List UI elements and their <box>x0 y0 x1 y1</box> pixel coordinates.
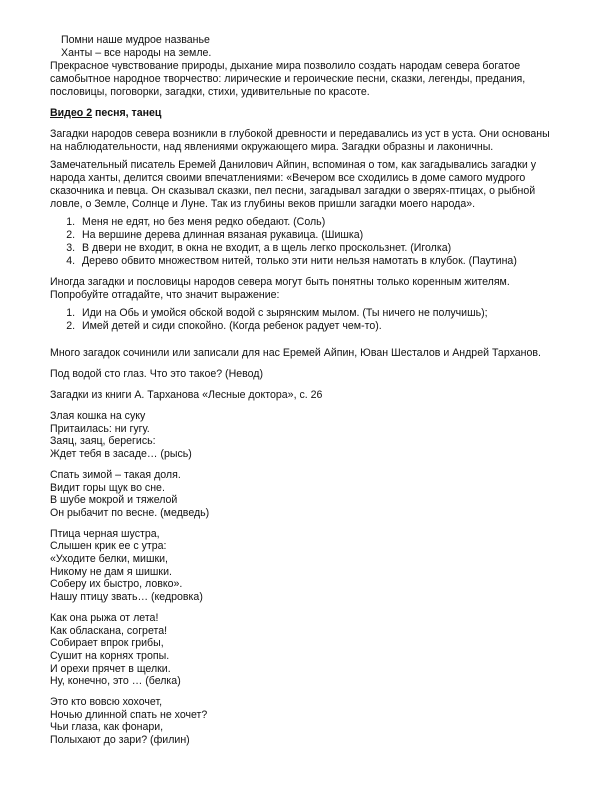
poem-line: Как обласкана, согрета! <box>50 624 168 637</box>
list-item: 2. На вершине дерева длинная вязаная рукавица. (Шишка) <box>78 229 562 242</box>
section-heading <box>50 107 562 120</box>
poem-line: Чьи глаза, как фонари, <box>50 721 164 734</box>
poem-line: Слышен крик ее с утра: <box>50 540 167 553</box>
document-page <box>50 34 562 747</box>
poem-line: Ночью длинной спать не хочет? <box>50 708 208 721</box>
poem-owl <box>50 696 562 747</box>
authors-paragraph: Много загадок сочинили или записали для нас Еремей Айпин, Юван Шесталов и Андрей Тарханов. <box>50 347 541 359</box>
poem-line: Это кто вовсю хохочет, <box>50 696 163 709</box>
proverb-list <box>50 307 562 333</box>
poem-line: Ну, конечно, это … (белка) <box>50 675 181 688</box>
riddle-net: Под водой сто глаз. Что это такое? (Невод) <box>50 368 264 380</box>
paragraph-aipin: Замечательный писатель Еремей Данилович Айпин, вспоминая о том, как загадывались загадки у народа ханты, делится своими впечатлениями: «Вечером все сходились в доме самого мудрого сказочника и певца. Он сказывал сказки, пел песни, загадывал загадки о зверях-птицах, о рыбной ловле, о Земле, Солнце и Луне. Так из глубины веков пришли загадки моего народа». <box>50 159 537 210</box>
poem-line: И орехи прячет в щелки. <box>50 662 171 675</box>
heading-rest: песня, танец <box>92 107 162 119</box>
list-item: 1. Иди на Обь и умойся обской водой с зырянским мылом. (Ты ничего не получишь); <box>78 307 562 320</box>
poem-squirrel <box>50 612 562 688</box>
poem-line: Собирает впрок грибы, <box>50 637 164 650</box>
poem-line: Спать зимой – такая доля. <box>50 468 181 481</box>
poem-line: Злая кошка на суку <box>50 410 146 422</box>
riddle-list <box>50 216 562 268</box>
poem-line: В шубе мокрой и тяжелой <box>50 494 178 507</box>
poem-line: Как она рыжа от лета! <box>50 611 159 624</box>
list-item: 2. Имей детей и сиди спокойно. (Когда ребенок радует чем-то). <box>78 320 562 333</box>
poem-bear <box>50 469 562 520</box>
book-reference: Загадки из книги А. Тарханова «Лесные доктора», с. 26 <box>50 389 323 401</box>
poem-line: Сушит на корнях тропы. <box>50 649 170 662</box>
verse-line: Ханты – все народы на земле. <box>61 47 212 59</box>
poem-line: Ждет тебя в засаде… (рысь) <box>50 448 192 461</box>
poem-line: Соберу их быстро, ловко». <box>50 578 183 591</box>
poem-line: Притаилась: ни гугу. <box>50 422 150 435</box>
list-item: 1. Меня не едят, но без меня редко обедают. (Соль) <box>78 216 562 229</box>
list-item: 4. Дерево обвито множеством нитей, только эти нити нельзя намотать в клубок. (Паутина) <box>78 255 562 268</box>
verse-line: Помни наше мудрое названье <box>61 34 210 46</box>
poem-line: Видит горы щук во сне. <box>50 481 165 494</box>
video-link[interactable]: Видео 2 <box>50 107 93 119</box>
poem-line: Он рыбачит по весне. (медведь) <box>50 506 210 519</box>
poem-line: Заяц, заяц, берегись: <box>50 435 156 448</box>
poem-lynx <box>50 410 562 461</box>
list-item: 3. В двери не входит, в окна не входит, а в щель легко проскользнет. (Иголка) <box>78 242 562 255</box>
poem-line: Птица черная шустра, <box>50 527 160 540</box>
poem-line: «Уходите белки, мишки, <box>50 553 168 566</box>
intro-paragraph: Прекрасное чувствование природы, дыхание мира позволило создать народам севера богатое самобытное народное творчество: лирические и героические песни, сказки, легенды, предания, пословицы, поговорки, загадки, стихи, удивительные по красоте. <box>50 60 526 98</box>
intro-verse <box>50 34 562 60</box>
proverbs-intro: Иногда загадки и пословицы народов севера могут быть понятны только коренным жителям. Попробуйте отгадайте, что значит выражение: <box>50 276 510 301</box>
poem-line: Нашу птицу звать… (кедровка) <box>50 591 203 604</box>
poem-line: Никому не дам я шишки. <box>50 565 172 578</box>
paragraph-origin: Загадки народов севера возникли в глубокой древности и передавались из уст в уста. Они основаны на наблюдательности, над явлениями окружающего мира. Загадки образны и лаконичны. <box>50 128 550 153</box>
poem-line: Полыхают до зари? (филин) <box>50 734 190 747</box>
poem-nutcracker <box>50 528 562 604</box>
